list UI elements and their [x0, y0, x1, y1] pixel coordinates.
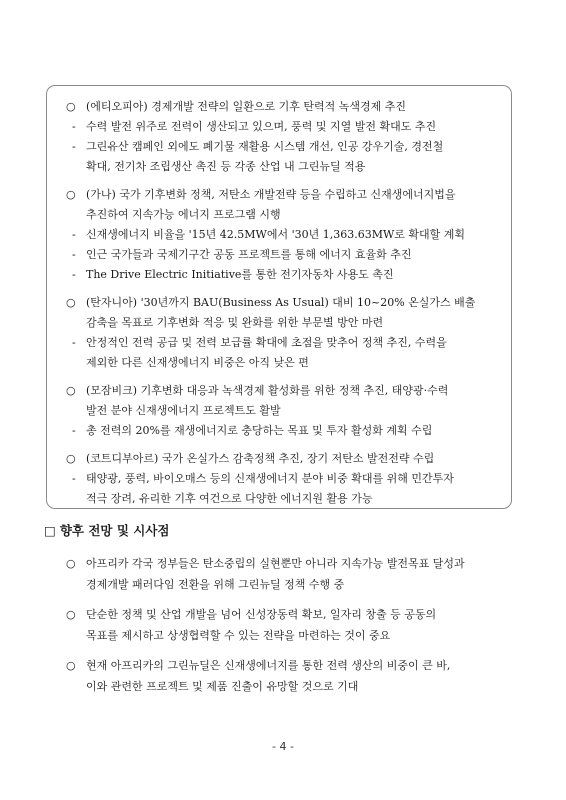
dash-marker: -	[72, 228, 76, 241]
sub-item-continued: 확대, 전기차 조립생산 촉진 등 각종 산업 내 그린뉴딜 적용	[86, 160, 366, 173]
sub-item-continued: 적극 장려, 유리한 기후 여건으로 다양한 에너지원 활용 가능	[86, 492, 373, 505]
bullet-cote-divoire: ○ (코트디부아르) 국가 온실가스 감축정책 추진, 장기 저탄소 발전전략 수립	[60, 449, 506, 469]
sub-item: - 안정적인 전력 공급 및 전력 보급률 확대에 초점을 맞추어 정책 추진, 수력을	[60, 333, 506, 353]
circle-bullet-icon: ○	[66, 452, 76, 465]
sub-item: - 인근 국가들과 국제기구간 공동 프로젝트를 통해 에너지 효율화 추진	[60, 245, 506, 265]
circle-bullet-icon: ○	[66, 188, 76, 201]
bullet-ethiopia: ○ (에티오피아) 경제개발 전략의 일환으로 기후 탄력적 녹색경제 추진	[60, 97, 506, 117]
bullet-ghana: ○ (가나) 국가 기후변화 정책, 저탄소 개발전략 등을 수립하고 신재생에너지법을	[60, 185, 506, 205]
outlook-bullet-continued: 이와 관련한 프로젝트 및 제품 진출이 유망할 것으로 기대	[86, 680, 359, 693]
sub-item: - 수력 발전 위주로 전력이 생산되고 있으며, 풍력 및 지열 발전 확대도 추진	[60, 117, 506, 137]
dash-marker: -	[72, 424, 76, 437]
square-bullet-icon: □	[44, 523, 56, 538]
outlook-bullet: ○ 아프리카 각국 정부들은 탄소중립의 실현뿐만 아니라 지속가능 발전목표 달성과	[60, 553, 520, 574]
page-number: - 4 -	[272, 740, 294, 753]
outlook-bullet: ○ 단순한 정책 및 산업 개발을 넘어 신성장동력 확보, 일자리 창출 등 공동의	[60, 604, 520, 625]
outlook-bullet-continued: 경제개발 패러다임 전환을 위해 그린뉴딜 정책 수행 중	[86, 578, 345, 591]
section-heading: □ 향후 전망 및 시사점	[44, 523, 170, 538]
bullet-continued: 발전 분야 신재생에너지 프로젝트도 활발	[86, 404, 281, 417]
outlook-content	[60, 553, 520, 697]
dash-marker: -	[72, 268, 76, 281]
sub-item: - 신재생에너지 비율을 '15년 42.5MW에서 '30년 1,363.63MW로 확대할 계획	[60, 225, 506, 245]
dash-marker: -	[72, 472, 76, 485]
sub-item: - The Drive Electric Initiative를 통한 전기자동차 사용도 촉진	[60, 265, 506, 285]
circle-bullet-icon: ○	[66, 296, 76, 309]
bullet-continued: 추진하여 지속가능 에너지 프로그램 시행	[86, 208, 281, 221]
outlook-bullet: ○ 현재 아프리카의 그린뉴딜은 신재생에너지를 통한 전력 생산의 비중이 큰 바,	[60, 655, 520, 676]
bullet-continued: 감축을 목표로 기후변화 적응 및 완화를 위한 부문별 방안 마련	[86, 316, 384, 329]
circle-bullet-icon: ○	[66, 659, 76, 672]
circle-bullet-icon: ○	[66, 608, 76, 621]
dash-marker: -	[72, 120, 76, 133]
bullet-mozambique: ○ (모잠비크) 기후변화 대응과 녹색경제 활성화를 위한 정책 추진, 태양광·수력	[60, 381, 506, 401]
circle-bullet-icon: ○	[66, 100, 76, 113]
circle-bullet-icon: ○	[66, 557, 76, 570]
dash-marker: -	[72, 140, 76, 153]
dash-marker: -	[72, 336, 76, 349]
outlook-bullet-continued: 목표를 제시하고 상생협력할 수 있는 전략을 마련하는 것이 중요	[86, 629, 391, 642]
circle-bullet-icon: ○	[66, 384, 76, 397]
sub-item: - 태양광, 풍력, 바이오매스 등의 신재생에너지 분야 비중 확대를 위해 민간투자	[60, 469, 506, 489]
dash-marker: -	[72, 248, 76, 261]
sub-item-continued: 제외한 다른 신재생에너지 비중은 아직 낮은 편	[86, 356, 309, 369]
sub-item: - 그린유산 캠페인 외에도 폐기물 재활용 시스템 개선, 인공 강우기술, 경전철	[60, 137, 506, 157]
country-cases-content	[60, 97, 506, 509]
bullet-tanzania: ○ (탄자니아) '30년까지 BAU(Business As Usual) 대비 10~20% 온실가스 배출	[60, 293, 506, 313]
sub-item: - 총 전력의 20%를 재생에너지로 충당하는 목표 및 투자 활성화 계획 수립	[60, 421, 506, 441]
